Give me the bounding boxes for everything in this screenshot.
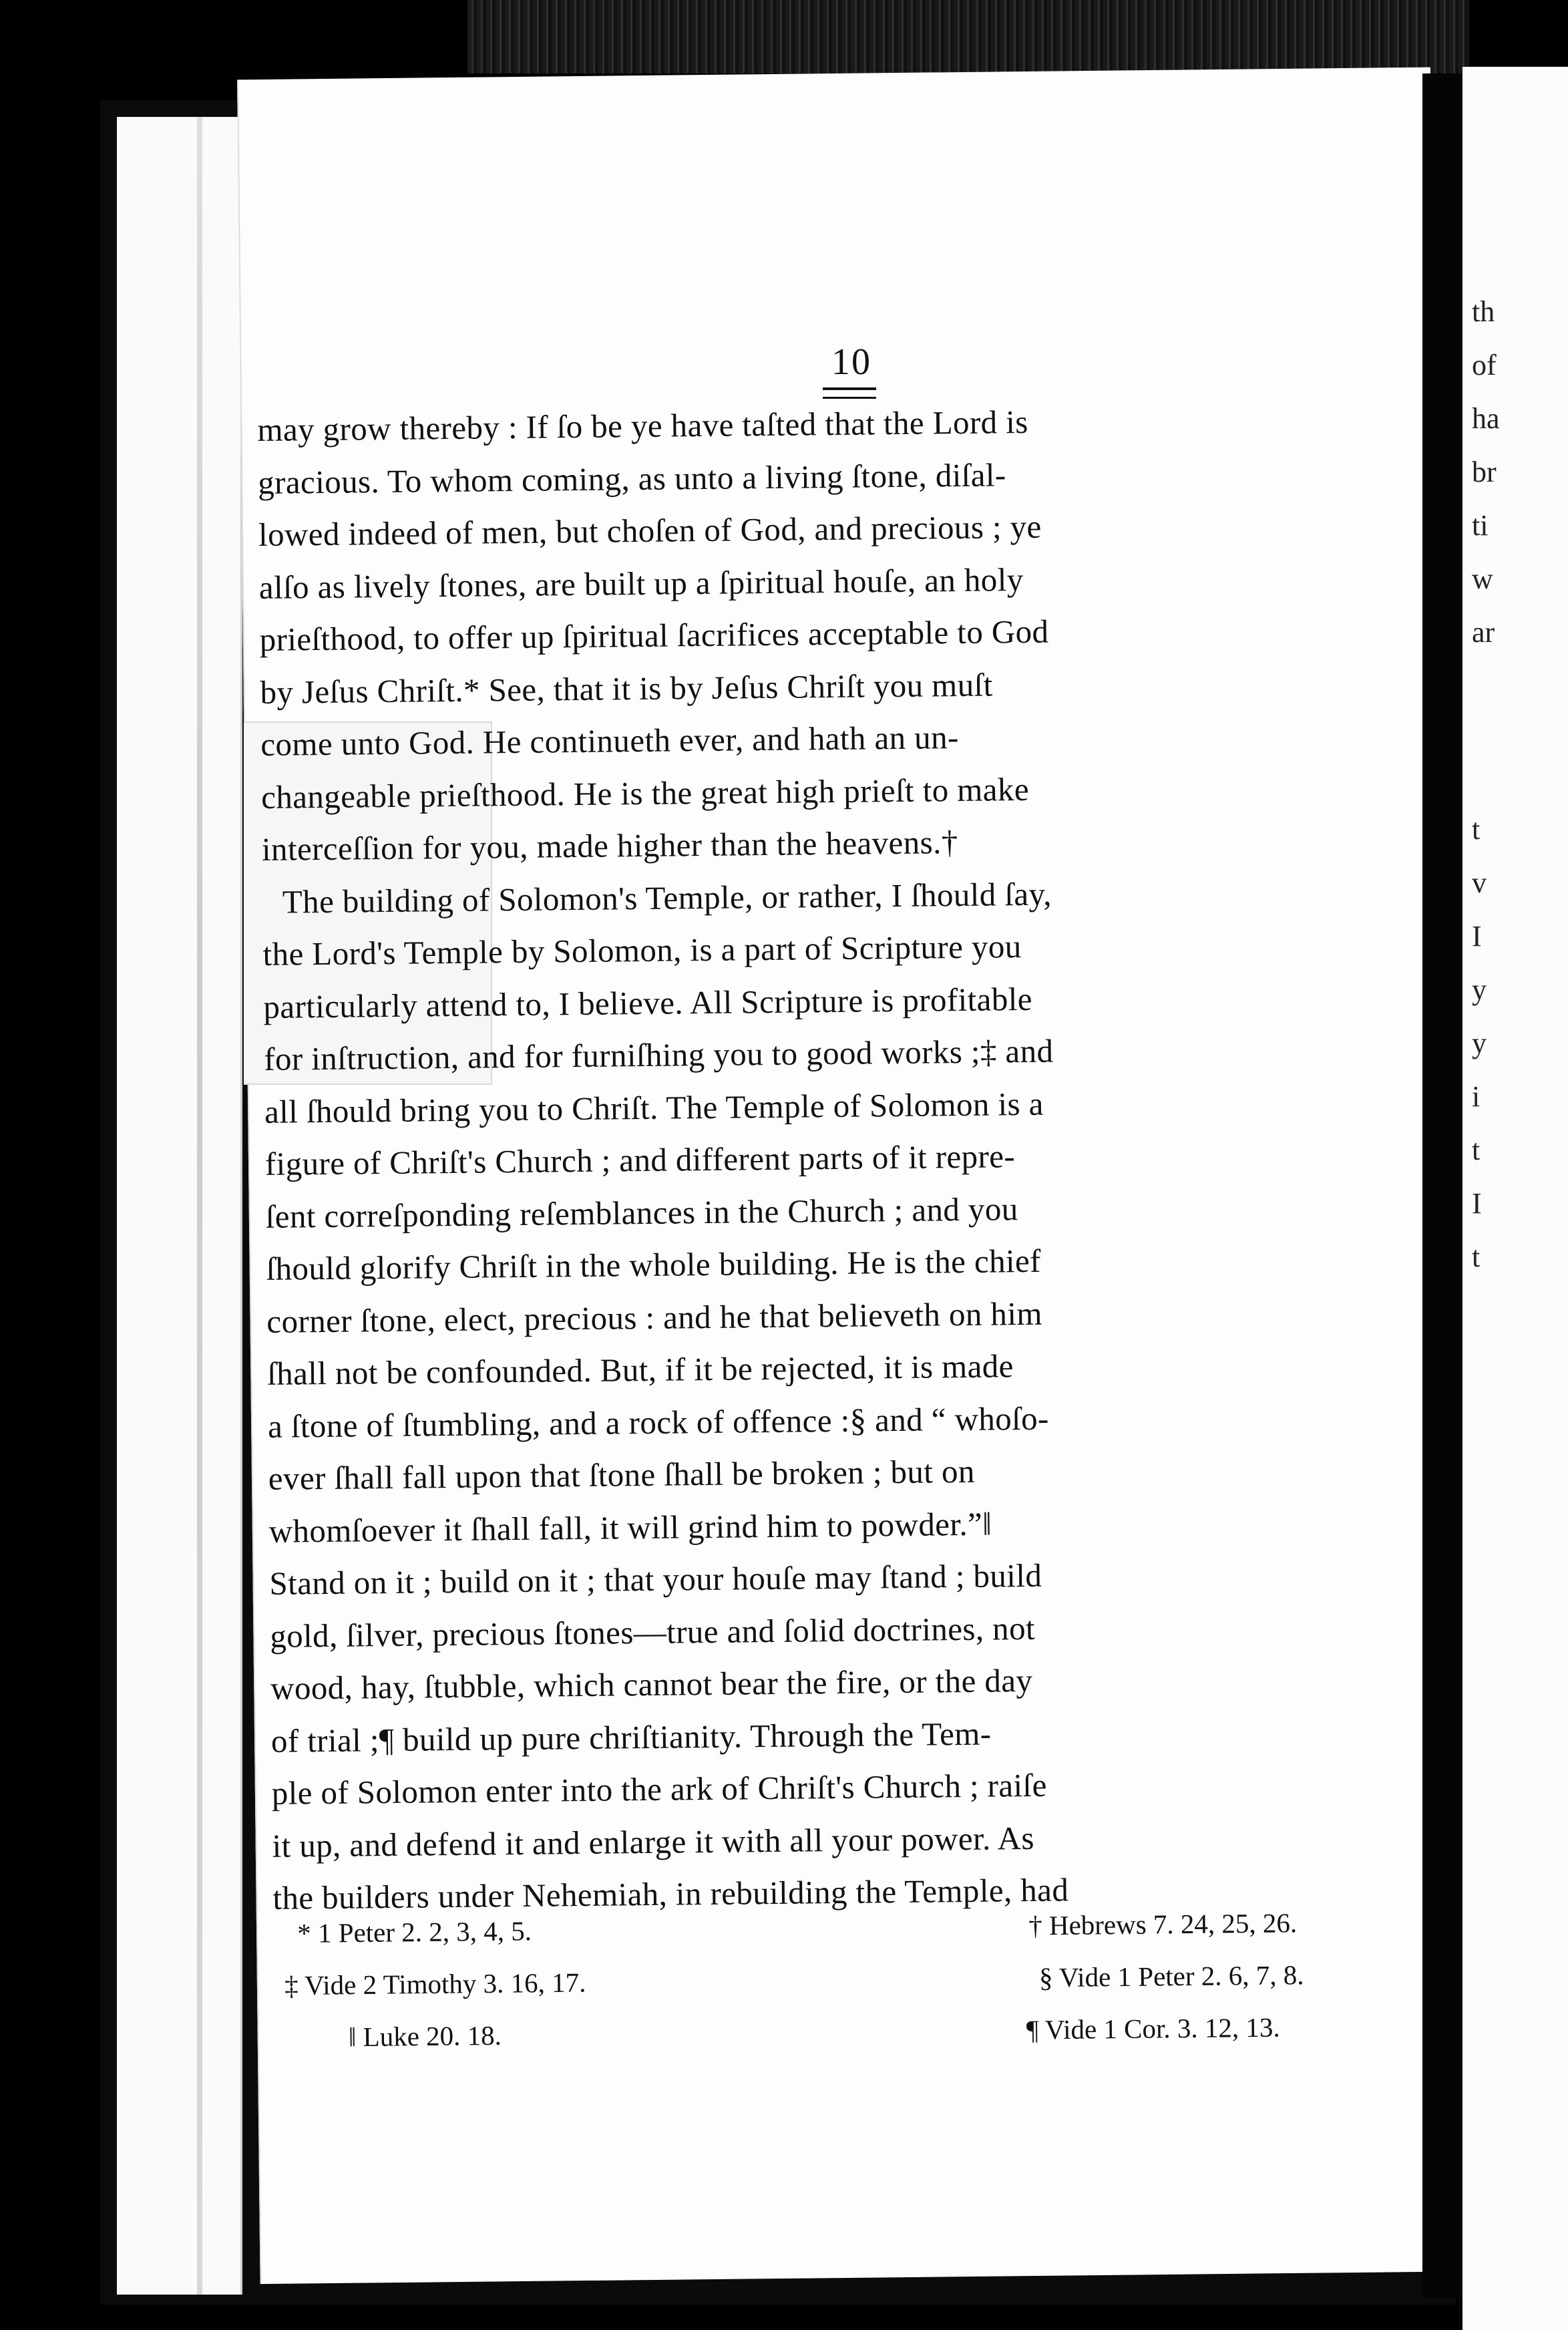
adjacent-text-fragment: of — [1472, 349, 1497, 381]
footnote: † Hebrews 7. 24, 25, 26. — [1028, 1907, 1298, 1941]
binding-strip — [117, 117, 242, 2295]
body-text — [257, 392, 1448, 1925]
text-line: interceſſion for you, made higher than the heavens.† — [261, 824, 958, 868]
text-line: by Jeſus Chriſt.* See, that it is by Jeſus Chriſt you muſt — [260, 665, 993, 711]
footnote: § Vide 1 Peter 2. 6, 7, 8. — [1038, 1959, 1304, 1993]
adjacent-text-fragment: i — [1472, 1080, 1481, 1113]
text-line: of trial ;¶ build up pure chriſtianity. Through the Tem- — [270, 1715, 992, 1760]
adjacent-text-fragment: ha — [1472, 402, 1500, 435]
text-line: ever ſhall fall upon that ſtone ſhall be broken ; but on — [268, 1452, 976, 1497]
paragraph-start-line: The building of Solomon's Temple, or rather, I ſhould ſay, — [282, 875, 1052, 921]
adjacent-text-fragment: br — [1472, 456, 1497, 488]
adjacent-text-fragment: ar — [1472, 616, 1495, 649]
text-line: wood, hay, ſtubble, which cannot bear the fire, or the day — [270, 1661, 1033, 1707]
text-line: ſhould glorify Chriſt in the whole building. He is the chief — [266, 1242, 1042, 1287]
footnote: * 1 Peter 2. 2, 3, 4, 5. — [297, 1915, 532, 1949]
page-gutter — [1422, 73, 1462, 2298]
text-line: ple of Solomon enter into the ark of Chriſt's Church ; raiſe — [271, 1766, 1047, 1812]
text-line: figure of Chriſt's Church ; and different parts of it repre- — [264, 1138, 1016, 1182]
adjacent-text-fragment: th — [1472, 295, 1495, 328]
text-line: may grow thereby : If ſo be ye have taſted that the Lord is — [257, 403, 1028, 448]
scan-top-edge — [467, 0, 1469, 73]
footnotes — [284, 1905, 1434, 2073]
adjacent-text-fragment: v — [1472, 866, 1487, 899]
text-line: the builders under Nehemiah, in rebuilding the Temple, had — [272, 1871, 1069, 1917]
adjacent-text-fragment: t — [1472, 813, 1481, 846]
adjacent-text-fragment: y — [1472, 973, 1487, 1006]
text-line: come unto God. He continueth ever, and hath an un- — [260, 719, 959, 763]
adjacent-text-fragment: I — [1472, 1187, 1482, 1220]
page-number: 10 — [831, 341, 871, 383]
text-line: a ſtone of ſtumbling, and a rock of offence :§ and “ whoſo- — [267, 1399, 1050, 1445]
adjacent-text-fragment: t — [1472, 1134, 1481, 1166]
text-line: gold, ſilver, precious ſtones—true and ſolid doctrines, not — [270, 1609, 1036, 1655]
text-line: Stand on it ; build on it ; that your houſe may ſtand ; build — [269, 1556, 1042, 1602]
text-line: changeable prieſthood. He is the great high prieſt to make — [260, 770, 1030, 816]
footnote: ¶ Vide 1 Cor. 3. 12, 13. — [1026, 2011, 1280, 2045]
text-line: prieſthood, to offer up ſpiritual ſacrifices acceptable to God — [259, 613, 1049, 658]
adjacent-text-fragment: y — [1472, 1027, 1487, 1059]
text-line: whomſoever it ſhall fall, it will grind him to powder.”‖ — [268, 1505, 992, 1550]
text-line: ſhall not be confounded. But, if it be rejected, it is made — [266, 1347, 1014, 1392]
text-line: all ſhould bring you to Chriſt. The Temple of Solomon is a — [264, 1085, 1044, 1130]
text-line: the Lord's Temple by Solomon, is a part of Scripture you — [262, 928, 1022, 973]
adjacent-page — [1462, 67, 1568, 2330]
text-line: gracious. To whom coming, as unto a living ſtone, diſal- — [257, 456, 1006, 501]
footnote: ‖ Luke 20. 18. — [348, 2019, 502, 2053]
adjacent-text-fragment: I — [1472, 920, 1482, 953]
text-line: alſo as lively ſtones, are built up a ſpiritual houſe, an holy — [258, 560, 1024, 606]
adjacent-text-fragment: t — [1472, 1240, 1481, 1273]
text-line: lowed indeed of men, but choſen of God, and precious ; ye — [258, 508, 1042, 553]
adjacent-text-fragment: w — [1472, 562, 1493, 595]
text-line: it up, and defend it and enlarge it with all your power. As — [272, 1819, 1035, 1864]
adjacent-text-fragment: ti — [1472, 509, 1489, 542]
text-line: for inſtruction, and for furniſhing you to good works ;‡ and — [263, 1032, 1054, 1077]
text-line: particularly attend to, I believe. All Scripture is profitable — [263, 980, 1033, 1025]
text-line: corner ſtone, elect, precious : and he that believeth on him — [266, 1295, 1043, 1340]
text-line: ſent correſponding reſemblances in the Church ; and you — [265, 1190, 1018, 1235]
footnote: ‡ Vide 2 Timothy 3. 16, 17. — [284, 1967, 586, 2001]
